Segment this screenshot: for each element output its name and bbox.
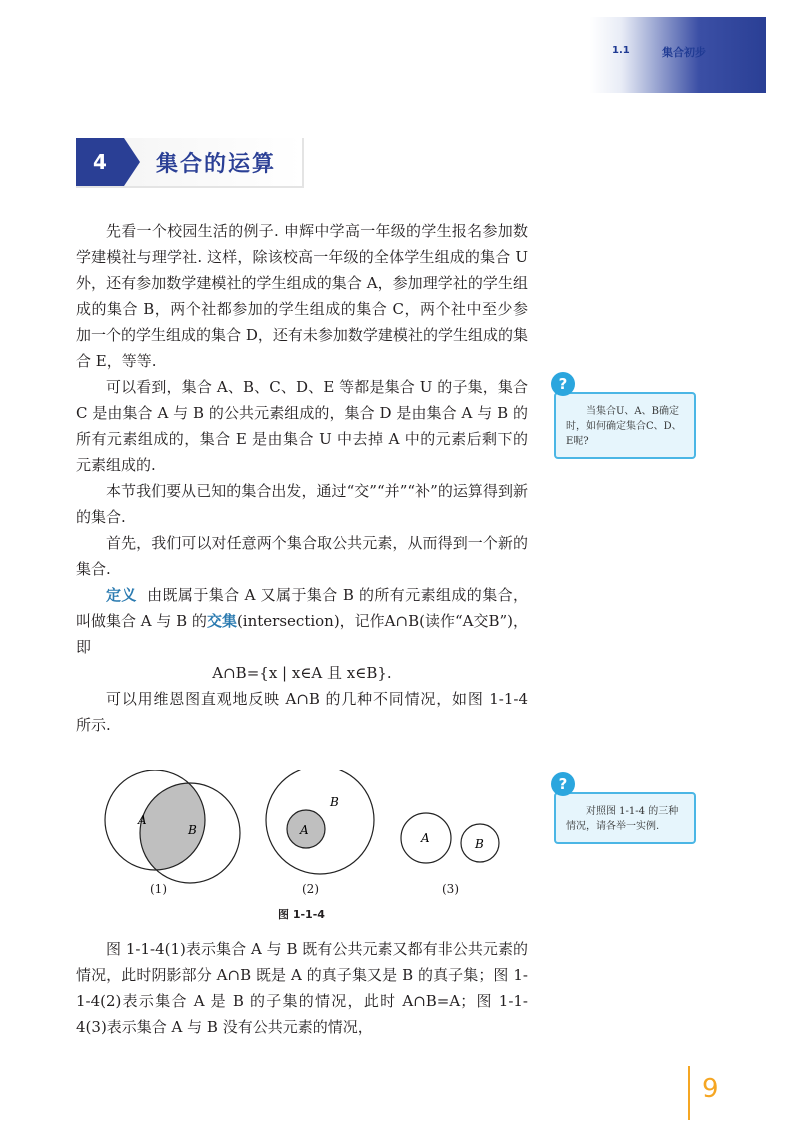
question-icon: ? [551,772,575,796]
definition-paragraph: 定义 由既属于集合 A 又属于集合 B 的所有元素组成的集合，叫做集合 A 与 B 的交集(intersection)，记作A∩B(读作“A交B”)，即 [76,586,529,656]
paragraph-venn-explanation: 图 1-1-4(1)表示集合 A 与 B 既有公共元素又都有非公共元素的情况，此时阴影部分 A∩B 既是 A 的真子集又是 B 的真子集；图 1-1-4(2)表示集合 A 是 B 的子集的情况，此时 A∩B=A；图 1-1-4(3)表示集合 A 与 B 没有公共元素的情况， [76,940,528,1036]
section-title: 集合的运算 [156,152,277,177]
question-icon: ? [551,372,575,396]
section-heading [76,138,302,188]
subfigure-label-2: (2) [302,882,319,896]
paragraph-common-elements: 首先，我们可以对任意两个集合取公共元素，从而得到一个新的集合. [76,534,528,578]
venn-diagram-3 [401,813,499,863]
header-section-number: 1.1 [612,45,630,56]
subfigure-label-3: (3) [442,882,459,896]
margin-note-1 [554,375,696,459]
venn-label-a: A [138,813,147,827]
note-text-2: 对照图 1-1-4 的三种情况，请各举一实例. [566,806,679,832]
paragraph-operations: 本节我们要从已知的集合出发，通过“交”“并”“补”的运算得到新的集合. [76,482,528,526]
venn-diagram-1 [105,770,240,883]
venn-label-b: B [188,823,197,837]
figure-caption: 图 1-1-4 [278,908,325,921]
paragraph-venn-intro: 可以用维恩图直观地反映 A∩B 的几种不同情况，如图 1-1-4 所示. [76,690,528,734]
running-header [590,17,766,93]
venn-label-a: A [421,831,430,845]
paragraph-subsets: 可以看到，集合 A、B、C、D、E 等都是集合 U 的子集，集合 C 是由集合 A 与 B 的公共元素组成的，集合 D 是由集合 A 与 B 的所有元素组成的，集合 E 是由集合 U 中去掉 A 中的元素后剩下的元素组成的. [76,378,528,474]
section-number: 4 [76,138,124,186]
paragraph-intro: 先看一个校园生活的例子. 申辉中学高一年级的学生报名参加数学建模社与理学社. 这样，除该校高一年级的全体学生组成的集合 U 外，还有参加数学建模社的学生组成的集合 A，参加理学社的学生组成的集合 B，两个社都参加的学生组成的集合 C，两个社中至少参加一个的学生组成的集合 D，还有未参加数学建模社的学生组成的集合 E，等等. [76,222,528,370]
page-number-divider [688,1066,690,1120]
page-number: 9 [702,1074,719,1104]
header-section-title: 集合初步 [662,46,706,59]
margin-note-2 [554,775,696,844]
term-intersection: 交集 [206,612,237,630]
venn-label-a: A [300,823,309,837]
body-block-1 [76,218,528,738]
note-text-1: 当集合U、A、B确定时，如何确定集合C、D、E呢? [566,406,682,447]
venn-diagram-2 [266,770,374,874]
definition-keyword: 定义 [106,586,137,604]
heading-arrow-icon [124,138,140,186]
intersection-formula: A∩B={x | x∈A 且 x∈B}. [212,664,392,682]
subfigure-label-1: (1) [150,882,167,896]
body-block-2 [76,936,528,1040]
venn-label-b: B [475,837,484,851]
venn-label-b: B [330,795,339,809]
